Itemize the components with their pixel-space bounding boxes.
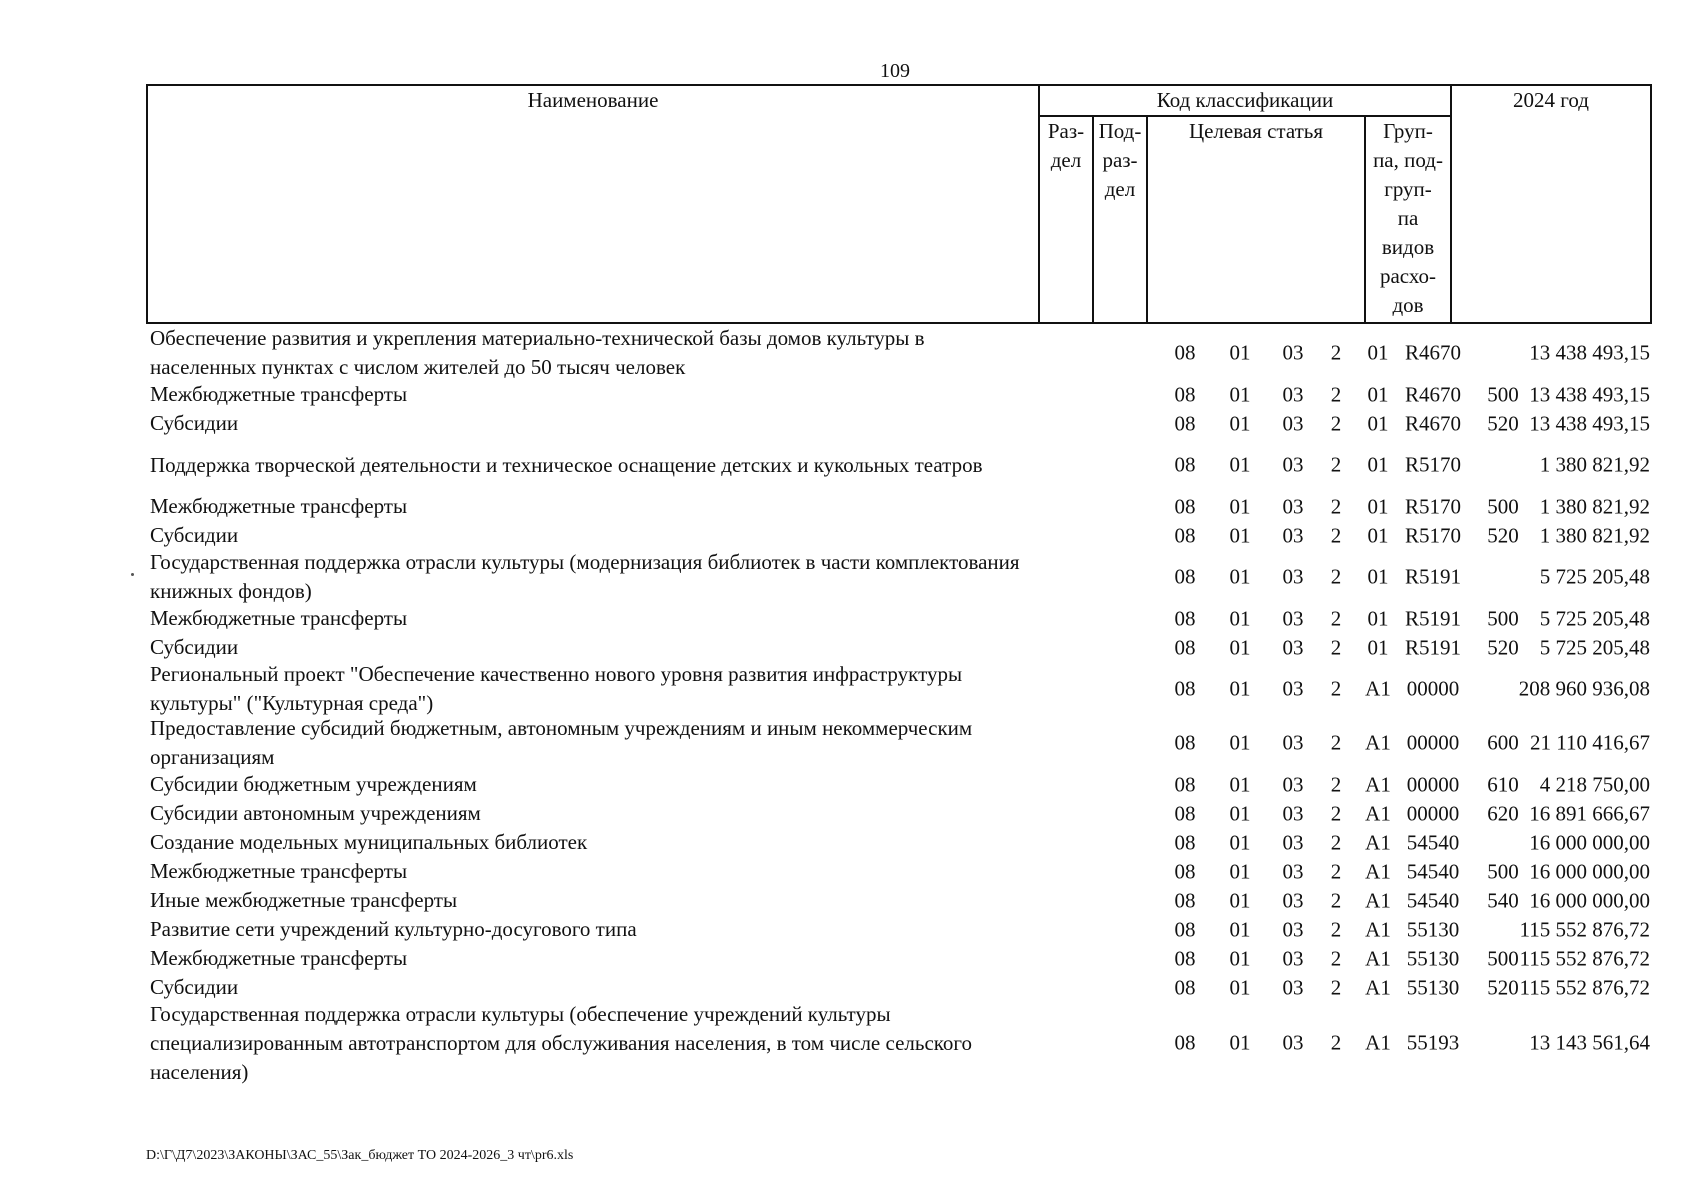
row-target-2-text: 2 [1330, 975, 1342, 999]
row-target-3-text: A1 [1365, 730, 1391, 755]
row-target-4-text: R4670 [1404, 340, 1462, 365]
table-row [150, 521, 1652, 550]
row-podrazdel-text: 01 [1229, 606, 1251, 630]
row-target-1-text: 03 [1282, 888, 1304, 912]
row-target-4-text: 00000 [1406, 676, 1460, 701]
row-amount: 13 438 493,15 [1529, 340, 1650, 365]
row-target-4-text: R5191 [1404, 606, 1462, 630]
row-razdel-text: 08 [1174, 494, 1196, 518]
row-amount: 13 438 493,15 [1529, 382, 1650, 406]
table-row [150, 604, 1652, 633]
row-target-2-text: 2 [1330, 730, 1342, 755]
row-group-text: 540 [1487, 888, 1519, 912]
row-razdel-text: 08 [1174, 946, 1196, 970]
row-razdel-text: 08 [1174, 382, 1196, 406]
row-name: Межбюджетные трансферты [150, 946, 408, 970]
row-name: Субсидии [150, 523, 239, 547]
row-target-4-text: R5191 [1404, 564, 1462, 589]
row-amount: 16 000 000,00 [1529, 830, 1650, 854]
row-amount: 1 380 821,92 [1539, 452, 1650, 477]
table-row [150, 799, 1652, 828]
table-row [150, 633, 1652, 662]
row-target-1-text: 03 [1282, 917, 1304, 941]
row-target-3-text: 01 [1367, 606, 1389, 630]
row-target-2-text: 2 [1330, 635, 1342, 659]
table-row [150, 828, 1652, 857]
row-target-3-text: A1 [1365, 888, 1391, 912]
row-target-4-text: R5191 [1404, 635, 1462, 659]
row-target-2-text: 2 [1330, 859, 1342, 883]
row-target-3-text: A1 [1365, 1030, 1391, 1055]
table-row [150, 1002, 1652, 1084]
header-razdel: Раз- дел [1047, 119, 1085, 172]
row-target-1-text: 03 [1282, 772, 1304, 796]
row-podrazdel-text: 01 [1229, 635, 1251, 659]
table-row [150, 944, 1652, 973]
row-podrazdel-text: 01 [1229, 411, 1251, 435]
row-target-4-text: R5170 [1404, 523, 1462, 547]
table-row [150, 550, 1652, 604]
row-podrazdel-text: 01 [1229, 975, 1251, 999]
row-razdel-text: 08 [1174, 975, 1196, 999]
row-target-1-text: 03 [1282, 830, 1304, 854]
row-target-1-text: 03 [1282, 564, 1304, 589]
row-target-4-text: 55130 [1406, 975, 1460, 999]
row-target-4-text: 55130 [1406, 946, 1460, 970]
row-target-2-text: 2 [1330, 888, 1342, 912]
row-target-1-text: 03 [1282, 730, 1304, 755]
row-target-1-text: 03 [1282, 340, 1304, 365]
row-razdel-text: 08 [1174, 635, 1196, 659]
row-target-4-text: R5170 [1404, 494, 1462, 518]
row-target-1-text: 03 [1282, 975, 1304, 999]
row-amount: 5 725 205,48 [1539, 564, 1650, 589]
row-target-4-text: 00000 [1406, 801, 1460, 825]
row-name: Развитие сети учреждений культурно-досугового типа [150, 917, 637, 941]
row-target-1-text: 03 [1282, 1030, 1304, 1055]
row-target-1-text: 03 [1282, 494, 1304, 518]
row-amount: 13 143 561,64 [1529, 1030, 1650, 1055]
row-amount: 16 891 666,67 [1529, 801, 1650, 825]
table-row [150, 438, 1652, 492]
row-amount: 16 000 000,00 [1529, 888, 1650, 912]
row-amount: 1 380 821,92 [1539, 494, 1650, 518]
row-target-4-text: 55130 [1406, 917, 1460, 941]
row-target-4-text: R4670 [1404, 411, 1462, 435]
row-target-3-text: 01 [1367, 523, 1389, 547]
header-year: 2024 год [1513, 88, 1589, 112]
row-target-3-text: A1 [1365, 830, 1391, 854]
row-name: Межбюджетные трансферты [150, 382, 408, 406]
row-target-3-text: 01 [1367, 340, 1389, 365]
row-podrazdel-text: 01 [1229, 772, 1251, 796]
row-name: Межбюджетные трансферты [150, 494, 408, 518]
table-header [146, 84, 1652, 324]
row-target-3-text: A1 [1365, 975, 1391, 999]
row-razdel-text: 08 [1174, 888, 1196, 912]
row-target-1-text: 03 [1282, 606, 1304, 630]
row-target-2-text: 2 [1330, 946, 1342, 970]
row-name: Межбюджетные трансферты [150, 859, 408, 883]
row-amount: 115 552 876,72 [1519, 917, 1650, 941]
row-group-text: 520 [1487, 635, 1519, 659]
row-razdel-text: 08 [1174, 772, 1196, 796]
row-razdel-text: 08 [1174, 564, 1196, 589]
row-target-3-text: A1 [1365, 801, 1391, 825]
table-row [150, 973, 1652, 1002]
row-podrazdel-text: 01 [1229, 859, 1251, 883]
row-target-3-text: A1 [1365, 917, 1391, 941]
row-group-text: 500 [1487, 606, 1519, 630]
header-group: Груп- па, под- груп- па видов расхо- дов [1373, 119, 1443, 317]
row-target-2-text: 2 [1330, 382, 1342, 406]
row-group-text: 520 [1487, 975, 1519, 999]
row-group-text: 600 [1487, 730, 1519, 755]
row-podrazdel-text: 01 [1229, 888, 1251, 912]
row-name: Субсидии [150, 635, 239, 659]
row-target-1-text: 03 [1282, 946, 1304, 970]
row-amount: 21 110 416,67 [1530, 730, 1650, 755]
row-target-1-text: 03 [1282, 523, 1304, 547]
row-target-3-text: 01 [1367, 452, 1389, 477]
row-target-1-text: 03 [1282, 676, 1304, 701]
row-target-3-text: 01 [1367, 382, 1389, 406]
header-code: Код классификации [1156, 88, 1334, 112]
table-row [150, 716, 1652, 770]
table-row [150, 326, 1652, 380]
table-row [150, 915, 1652, 944]
row-razdel-text: 08 [1174, 452, 1196, 477]
header-divider [1146, 116, 1148, 322]
row-razdel-text: 08 [1174, 859, 1196, 883]
row-target-2-text: 2 [1330, 772, 1342, 796]
row-target-3-text: 01 [1367, 411, 1389, 435]
row-group-text: 620 [1487, 801, 1519, 825]
row-target-2-text: 2 [1330, 676, 1342, 701]
row-podrazdel-text: 01 [1229, 801, 1251, 825]
row-target-4-text: 54540 [1406, 859, 1460, 883]
table-row [150, 662, 1652, 716]
row-target-2-text: 2 [1330, 411, 1342, 435]
row-amount: 1 380 821,92 [1539, 523, 1650, 547]
row-target-2-text: 2 [1330, 917, 1342, 941]
row-name: Создание модельных муниципальных библиотек [150, 830, 588, 854]
row-target-3-text: A1 [1365, 676, 1391, 701]
row-target-1-text: 03 [1282, 382, 1304, 406]
row-name: Государственная поддержка отрасли культуры (обеспечение учреждений культуры специализированным автотранспортом для обслуживания населения, в том числе сельского населения) [150, 1001, 972, 1084]
row-target-4-text: 00000 [1406, 730, 1460, 755]
row-target-3-text: 01 [1367, 494, 1389, 518]
row-target-2-text: 2 [1330, 1030, 1342, 1055]
row-group-text: 610 [1487, 772, 1519, 796]
row-podrazdel-text: 01 [1229, 1030, 1251, 1055]
row-podrazdel-text: 01 [1229, 452, 1251, 477]
row-target-4-text: 00000 [1406, 772, 1460, 796]
row-group-text: 500 [1487, 946, 1519, 970]
row-name: Субсидии бюджетным учреждениям [150, 772, 477, 796]
row-name: Иные межбюджетные трансферты [150, 888, 458, 912]
row-amount: 115 552 876,72 [1519, 946, 1650, 970]
row-name: Субсидии автономным учреждениям [150, 801, 481, 825]
row-group-text: 520 [1487, 411, 1519, 435]
row-group-text: 500 [1487, 494, 1519, 518]
row-amount: 16 000 000,00 [1529, 859, 1650, 883]
row-target-2-text: 2 [1330, 494, 1342, 518]
table-row [150, 886, 1652, 915]
row-target-2-text: 2 [1330, 340, 1342, 365]
file-path: D:\Г\Д7\2023\ЗАКОНЫ\ЗАС_55\Зак_бюджет ТО 2024-2026_3 чт\pr6.xls [146, 1148, 574, 1163]
row-podrazdel-text: 01 [1229, 523, 1251, 547]
row-target-1-text: 03 [1282, 635, 1304, 659]
row-target-1-text: 03 [1282, 859, 1304, 883]
table-row [150, 409, 1652, 438]
row-name: Предоставление субсидий бюджетным, автономным учреждениям и иным некоммерческим организациям [150, 716, 973, 769]
page-number: 109 [880, 60, 910, 82]
row-podrazdel-text: 01 [1229, 830, 1251, 854]
row-name: Субсидии [150, 975, 239, 999]
row-target-3-text: 01 [1367, 564, 1389, 589]
row-name: Обеспечение развития и укрепления материально-технической базы домов культуры в населенных пунктах с числом жителей до 50 тысяч человек [150, 326, 925, 379]
row-target-1-text: 03 [1282, 452, 1304, 477]
row-target-3-text: A1 [1365, 772, 1391, 796]
header-divider [1450, 86, 1452, 322]
row-razdel-text: 08 [1174, 411, 1196, 435]
header-podrazdel: Под- раз- дел [1098, 119, 1142, 201]
row-target-4-text: 54540 [1406, 888, 1460, 912]
row-name: Региональный проект "Обеспечение качественно нового уровня развития инфраструктуры культуры" ("Культурная среда") [150, 662, 963, 715]
row-group-text: 500 [1487, 859, 1519, 883]
header-name: Наименование [527, 88, 659, 112]
row-podrazdel-text: 01 [1229, 340, 1251, 365]
row-amount: 4 218 750,00 [1539, 772, 1650, 796]
row-target-2-text: 2 [1330, 606, 1342, 630]
table-row [150, 770, 1652, 799]
row-podrazdel-text: 01 [1229, 676, 1251, 701]
row-podrazdel-text: 01 [1229, 564, 1251, 589]
row-group-text: 520 [1487, 523, 1519, 547]
row-target-3-text: A1 [1365, 946, 1391, 970]
row-amount: 5 725 205,48 [1539, 635, 1650, 659]
scan-dot [131, 573, 134, 576]
table-row [150, 380, 1652, 409]
row-razdel-text: 08 [1174, 801, 1196, 825]
row-amount: 13 438 493,15 [1529, 411, 1650, 435]
row-name: Межбюджетные трансферты [150, 606, 408, 630]
row-target-2-text: 2 [1330, 830, 1342, 854]
row-target-2-text: 2 [1330, 801, 1342, 825]
row-razdel-text: 08 [1174, 730, 1196, 755]
row-group-text: 500 [1487, 382, 1519, 406]
row-razdel-text: 08 [1174, 676, 1196, 701]
row-target-2-text: 2 [1330, 452, 1342, 477]
row-amount: 208 960 936,08 [1518, 676, 1650, 701]
row-target-1-text: 03 [1282, 801, 1304, 825]
row-podrazdel-text: 01 [1229, 730, 1251, 755]
row-razdel-text: 08 [1174, 830, 1196, 854]
row-target-4-text: 55193 [1406, 1030, 1460, 1055]
row-podrazdel-text: 01 [1229, 494, 1251, 518]
row-name: Субсидии [150, 411, 239, 435]
row-target-3-text: 01 [1367, 635, 1389, 659]
row-target-4-text: 54540 [1406, 830, 1460, 854]
row-podrazdel-text: 01 [1229, 917, 1251, 941]
row-razdel-text: 08 [1174, 606, 1196, 630]
row-amount: 115 552 876,72 [1519, 975, 1650, 999]
row-podrazdel-text: 01 [1229, 382, 1251, 406]
row-razdel-text: 08 [1174, 1030, 1196, 1055]
row-target-1-text: 03 [1282, 411, 1304, 435]
row-amount: 5 725 205,48 [1539, 606, 1650, 630]
row-name: Поддержка творческой деятельности и техническое оснащение детских и кукольных театров [150, 452, 983, 477]
row-target-2-text: 2 [1330, 564, 1342, 589]
row-target-2-text: 2 [1330, 523, 1342, 547]
row-target-4-text: R4670 [1404, 382, 1462, 406]
row-target-4-text: R5170 [1404, 452, 1462, 477]
table-body [150, 326, 1652, 1084]
row-target-3-text: A1 [1365, 859, 1391, 883]
row-razdel-text: 08 [1174, 523, 1196, 547]
row-podrazdel-text: 01 [1229, 946, 1251, 970]
row-razdel-text: 08 [1174, 340, 1196, 365]
table-row [150, 857, 1652, 886]
header-target: Целевая статья [1188, 119, 1324, 143]
row-razdel-text: 08 [1174, 917, 1196, 941]
row-name: Государственная поддержка отрасли культуры (модернизация библиотек в части комплектования книжных фондов) [150, 550, 1020, 603]
table-row [150, 492, 1652, 521]
